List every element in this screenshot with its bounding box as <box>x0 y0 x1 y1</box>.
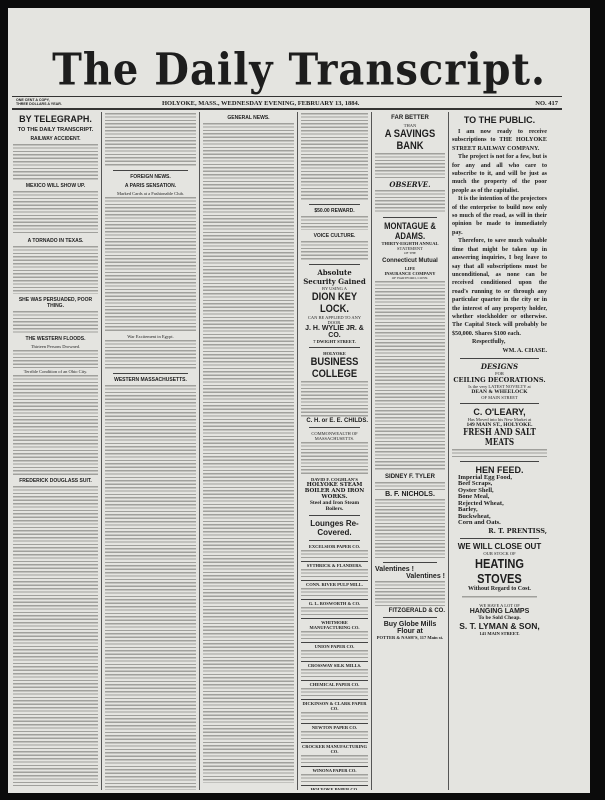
ad-headline: HANGING LAMPS <box>469 607 530 615</box>
body-text <box>301 216 368 230</box>
mill-name: HOLYOKE PAPER CO. <box>310 787 359 790</box>
ad-text: STATEMENT <box>397 246 423 251</box>
body-text <box>13 486 98 786</box>
ad-headline: Connecticut Mutual <box>382 258 438 264</box>
ad-headline: BUSINESS COLLEGE <box>310 356 359 380</box>
headline: THE WESTERN FLOODS. <box>25 336 86 342</box>
ad-text: 7 DWIGHT STREET. <box>313 339 356 344</box>
ad-headline: A SAVINGS BANK <box>384 128 436 152</box>
body-text <box>462 596 537 599</box>
ad-headline: Lounges Re-Covered. <box>310 519 359 537</box>
ad-headline: Valentines ! <box>406 573 445 580</box>
body-text <box>375 190 445 214</box>
ad-headline: MONTAGUE & ADAMS. <box>384 221 436 241</box>
mill-listing <box>301 607 368 617</box>
body-text <box>301 381 368 417</box>
mill-name: CROCKER MANUFACTURING CO. <box>301 744 368 754</box>
subheadline: War Excitement in Egypt. <box>127 334 174 339</box>
mill-name: DICKINSON & CLARK PAPER CO. <box>302 701 367 711</box>
ad-headline: Absolute Security Gained <box>303 268 366 286</box>
mill-listing <box>301 550 368 560</box>
section-title: BY TELEGRAPH. <box>19 114 92 124</box>
ad-text: OF MAIN STREET <box>481 394 518 400</box>
ad-text: Without Regard to Cost. <box>468 585 531 592</box>
ad-text: THAN <box>403 123 417 128</box>
mill-name: G. L. BOSWORTH & CO. <box>308 601 361 606</box>
notice-closing: Respectfully, <box>472 339 506 346</box>
mill-name: CROSSWAY SILK MILLS. <box>307 663 362 668</box>
body-text <box>203 123 294 783</box>
ad-headline: DION KEY LOCK. <box>311 291 358 315</box>
ad-headline: J. H. WYLIE JR. & CO. <box>305 325 364 339</box>
body-text <box>13 311 98 333</box>
price-line: THREE DOLLARS A YEAR. <box>16 102 62 106</box>
notice-signature: WM. A. CHASE. <box>502 347 547 354</box>
headline: FOREIGN NEWS. <box>130 174 171 180</box>
headline: RAILWAY ACCIDENT. <box>30 136 81 142</box>
mill-name: WHITMORE MANUFACTURING CO. <box>309 620 360 630</box>
ad-text: OF HARTFORD, CONN. <box>391 276 429 280</box>
ad-headline: WE WILL CLOSE OUT <box>457 541 542 551</box>
column-2 <box>102 112 200 790</box>
ad-text: OF THE <box>403 251 417 255</box>
mill-name: CONN. RIVER PULP MILL. <box>306 582 363 587</box>
ad-text: Steel and Iron Steam Boilers. <box>309 500 360 512</box>
mill-listing <box>301 755 368 765</box>
headline: GENERAL NEWS. <box>227 115 270 121</box>
mill-listing <box>301 631 368 641</box>
ad-text: Is the very LATEST NOVELTY at <box>468 383 531 389</box>
mill-name: SYTHRICK & FLANDERS. <box>306 563 363 568</box>
body-text <box>452 449 547 458</box>
feed-item: Bone Meal, <box>458 493 490 501</box>
ad-text: HOLYOKE <box>323 351 346 356</box>
ad-text: WE HAVE A LOT OF <box>479 602 520 608</box>
newspaper-page <box>8 8 590 793</box>
headline: MEXICO WILL SHOW UP. <box>25 183 86 189</box>
feed-list <box>452 475 547 527</box>
headline: A PARIS SENSATION. <box>124 183 177 189</box>
ad-text: THIRTY-EIGHTH ANNUAL <box>381 241 439 246</box>
body-text <box>13 191 98 235</box>
notice-paragraph: Therefore, to save much valuable time that might be taken up in answering inquiries, I beg leave to say that all subscriptions must be unconditional, as none can be received conditioned upon the road's running to or through any particular quarter in the city or in the interest of any property holder, whether stockholder or otherwise. The Capital Stock will probably be $50,000. Shares $100 each. <box>452 238 547 337</box>
mill-listing <box>301 669 368 679</box>
ad-text: FITZGERALD & CO. <box>388 608 445 614</box>
mills-directory <box>301 544 368 790</box>
column-5 <box>372 112 449 790</box>
ad-headline: FRESH AND SALT MEATS <box>463 427 536 448</box>
feed-item: Corn and Oats. <box>458 519 501 527</box>
ad-headline: Valentines ! <box>375 566 414 573</box>
ad-text: FOR <box>495 370 504 376</box>
ad-text: C. H. or E. E. CHILDS. <box>306 418 368 424</box>
body-text <box>301 241 368 261</box>
body-text <box>375 153 445 179</box>
body-text <box>301 442 368 476</box>
price-line: ONE CENT A COPY, <box>16 98 50 102</box>
subheadline: Terrible Condition of an Ohio City. <box>23 369 88 374</box>
ad-headline: Buy Globe Mills Flour at <box>383 621 437 635</box>
body-text <box>105 385 196 790</box>
body-text <box>13 350 98 368</box>
body-text <box>375 482 445 490</box>
ad-text: OUR STOCK OF <box>483 550 516 556</box>
headline: A TORNADO IN TEXAS. <box>27 238 84 244</box>
body-text <box>13 144 98 180</box>
body-text <box>375 499 445 559</box>
mill-listing <box>301 650 368 660</box>
column-1 <box>10 112 102 790</box>
body-text <box>13 375 98 475</box>
price-note <box>16 98 62 106</box>
feed-item: Beef Scraps, <box>458 480 493 488</box>
ad-text: LIFE <box>404 266 416 271</box>
body-text <box>105 340 196 370</box>
ad-text: COMMONWEALTH OF MASSACHUSETTS. <box>311 431 358 441</box>
body-text <box>105 113 196 167</box>
ad-headline: CEILING DECORATIONS. <box>453 375 546 384</box>
ad-headline: B. F. NICHOLS. <box>385 491 435 498</box>
ad-headline: OBSERVE. <box>389 180 431 189</box>
ad-headline: $50.00 REWARD. <box>314 208 355 214</box>
ad-text: DAVID F. COGHLAN'S <box>311 477 358 482</box>
feed-item: Oyster Shell, <box>458 486 494 494</box>
ad-text: POTTER & NASH'S, 117 Main st. <box>376 635 444 640</box>
mill-name: NEWTON PAPER CO. <box>311 725 358 730</box>
section-subtitle: TO THE DAILY TRANSCRIPT. <box>17 127 94 133</box>
feed-item: Rejected Wheat, <box>458 499 504 507</box>
notice-paragraph: I am now ready to receive subscriptions to THE HOLYOKE STREET RAILWAY COMPANY. <box>452 129 547 152</box>
ad-headline: DESIGNS <box>480 361 519 371</box>
feed-item: Imperial Egg Food, <box>458 473 512 481</box>
mill-name: WINONA PAPER CO. <box>312 768 357 773</box>
mill-listing <box>301 774 368 784</box>
body-text <box>375 581 445 607</box>
subheadline: Marked Cards at a Fashionable Club. <box>117 191 184 196</box>
ad-text: DEAN & WHEELOCK <box>471 388 528 395</box>
public-notice <box>452 128 547 355</box>
issue-number: NO. 417 <box>535 100 558 107</box>
ad-text: R. T. PRENTISS, <box>488 526 547 535</box>
ad-text: BY USING A <box>321 286 348 291</box>
ad-headline: S. T. LYMAN & SON, <box>459 620 540 631</box>
ad-text: 141 MAIN STREET. <box>479 630 520 636</box>
subheadline: Thirteen Persons Drowned. <box>30 344 81 349</box>
dateline: HOLYOKE, MASS., WEDNESDAY EVENING, FEBRUARY 13, 1884. <box>162 100 360 107</box>
ad-headline: FAR BETTER <box>391 115 429 121</box>
headline: SHE WAS PERSUADED, POOR THING. <box>18 297 93 309</box>
dateline-bar <box>12 96 562 110</box>
mill-name: EXCELSIOR PAPER CO. <box>308 544 361 549</box>
ad-headline: HEN FEED. <box>475 464 524 475</box>
ad-headline: VOICE CULTURE. <box>313 233 356 239</box>
feed-item: Barley, <box>458 506 478 514</box>
body-text <box>105 197 196 333</box>
mill-listing <box>301 588 368 598</box>
mill-name: CHEMICAL PAPER CO. <box>309 682 360 687</box>
ad-headline: HOLYOKE STEAM BOILER AND IRON WORKS. <box>304 482 365 500</box>
mill-name: UNION PAPER CO. <box>314 644 355 649</box>
ad-headline: SIDNEY F. TYLER <box>385 474 435 480</box>
notice-paragraph: It is the intention of the projectors of the enterprise to build now only so much of the road, as will in their opinion be made to immediately pay. <box>452 196 547 236</box>
column-4 <box>298 112 372 790</box>
ad-text: INSURANCE COMPANY <box>384 271 436 276</box>
body-text <box>301 113 368 201</box>
ad-text: CAN BE APPLIED TO ANY DOOR. <box>307 315 362 325</box>
ad-headline: HEATING STOVES <box>475 555 524 586</box>
ad-text: Has Moved into his New Market at <box>467 416 532 422</box>
ad-text: 149 MAIN ST., HOLYOKE. <box>466 421 533 428</box>
ad-headline: TO THE PUBLIC. <box>463 115 536 125</box>
ad-headline: C. O'LEARY, <box>473 406 526 417</box>
feed-item: Buckwheat, <box>458 512 491 520</box>
column-6 <box>449 112 550 790</box>
ad-text: To be Sold Cheap. <box>478 614 521 621</box>
headline: WESTERN MASSACHUSETTS. <box>114 377 187 383</box>
masthead-title: The Daily Transcript. <box>52 43 546 96</box>
financial-table <box>375 281 445 471</box>
mill-listing <box>301 712 368 722</box>
mill-listing <box>301 688 368 698</box>
body-text <box>13 246 98 294</box>
headline: FREDERICK DOUGLASS SUIT. <box>19 478 92 484</box>
mill-listing <box>301 731 368 741</box>
column-3 <box>200 112 298 790</box>
notice-paragraph: The project is not for a few, but is for any and all who care to subscribe to it, and will be just as much the property of the poor people as of the capitalist. <box>452 154 547 194</box>
mill-listing <box>301 569 368 579</box>
